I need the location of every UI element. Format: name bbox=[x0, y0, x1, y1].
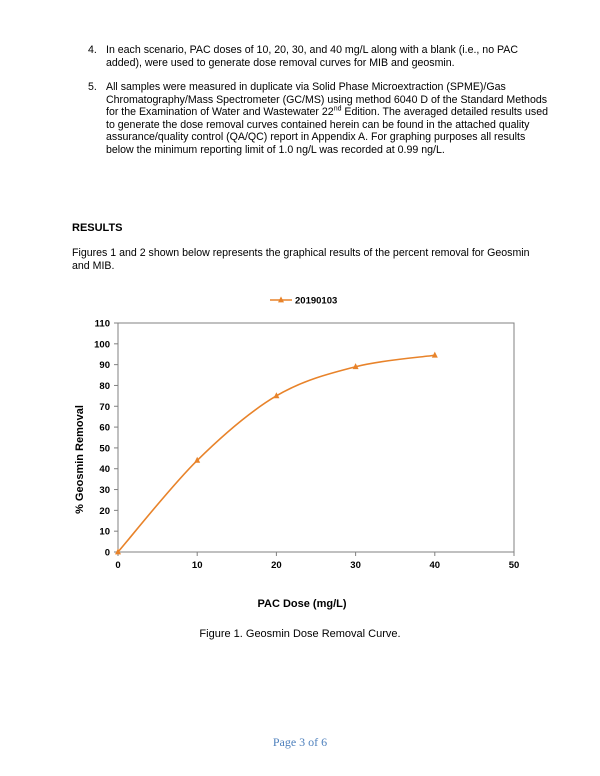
legend-label: 20190103 bbox=[295, 295, 338, 307]
y-tick-label: 0 bbox=[104, 547, 110, 559]
y-tick-label: 20 bbox=[99, 505, 110, 517]
x-tick-label: 30 bbox=[350, 560, 361, 571]
plot-area bbox=[118, 323, 514, 552]
y-tick-label: 60 bbox=[99, 422, 110, 434]
y-axis-title: % Geosmin Removal bbox=[74, 405, 86, 514]
page-footer: Page 3 of 6 bbox=[272, 735, 328, 749]
figure-caption: Figure 1. Geosmin Dose Removal Curve. bbox=[199, 628, 401, 640]
x-tick-label: 0 bbox=[115, 560, 121, 571]
series-line bbox=[118, 355, 435, 552]
list-number: 5. bbox=[88, 81, 97, 93]
y-tick-label: 110 bbox=[94, 318, 110, 330]
x-tick-label: 40 bbox=[429, 560, 441, 571]
y-tick-label: 40 bbox=[99, 464, 110, 476]
x-tick-label: 20 bbox=[271, 560, 282, 571]
y-tick-label: 80 bbox=[99, 380, 110, 392]
results-heading: RESULTS bbox=[72, 222, 123, 234]
y-tick-label: 50 bbox=[99, 443, 110, 455]
y-tick-label: 70 bbox=[99, 401, 110, 413]
list-text-continued: Edition. The averaged detailed results used to generate the dose removal curves contained herein can be found in the attached quality assurance/quality control (QA/QC) report in Appendix A. For graphing purposes all results below the minimum reporting limit of 1.0 ng/L was recorded at 0.99 ng/L. bbox=[106, 106, 549, 156]
y-tick-label: 30 bbox=[99, 485, 110, 497]
y-tick-label: 100 bbox=[94, 339, 110, 351]
list-number: 4. bbox=[88, 44, 97, 56]
list-text: All samples were measured in duplicate via Solid Phase Microextraction (SPME)/Gas Chromatography/Mass Spectrometer (GC/MS) using method 6040 D of the Standard Methods for the Examination of Water and Wastewater 22 bbox=[106, 81, 548, 118]
y-tick-label: 10 bbox=[99, 526, 110, 538]
y-tick-label: 90 bbox=[99, 360, 110, 372]
x-axis-title: PAC Dose (mg/L) bbox=[257, 598, 347, 610]
results-paragraph: Figures 1 and 2 shown below represents the graphical results of the percent removal for Geosmin and MIB. bbox=[72, 247, 530, 272]
superscript: nd bbox=[333, 105, 342, 113]
data-point-marker bbox=[432, 352, 438, 358]
x-tick-label: 50 bbox=[508, 560, 520, 571]
x-tick-label: 10 bbox=[191, 560, 203, 571]
list-text: In each scenario, PAC doses of 10, 20, 30, and 40 mg/L along with a blank (i.e., no PAC added), were used to generate dose removal curves for MIB and geosmin. bbox=[106, 44, 519, 69]
